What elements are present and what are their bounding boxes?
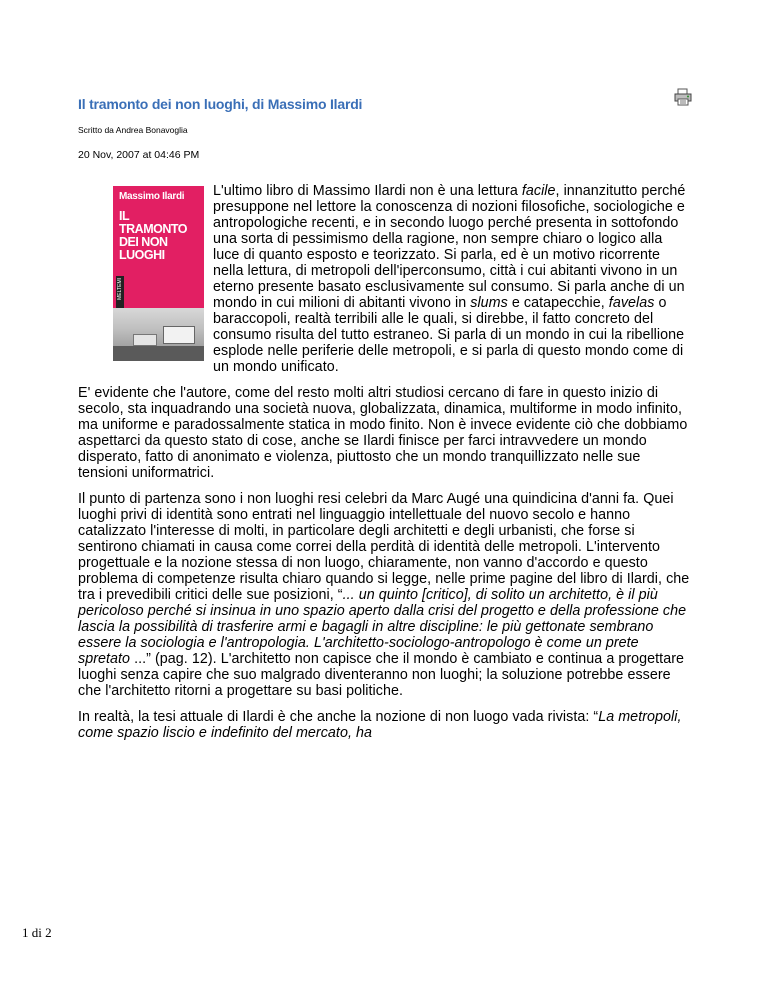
page-number: 1 di 2 (22, 925, 52, 940)
text-run: E' evidente che l'autore, come del resto molti altri studiosi cercano di fare in questo inizio di secolo, sta inquadrando una società nuova, globalizzata, dinamica, multiforme in modo infinito, ma uniforme e paradossalmente statica in modo finito. Non è invece evidente ciò che dobbiamo aspettarci da questo stato di cose, anche se Ilardi finisce per farci intravvedere un mondo disperato, fatto di anonimato e violenza, piuttosto che un mondo tranquillizzato nelle sue tensioni uniformatrici. (78, 385, 688, 481)
book-cover-title-line1: IL TRAMONTO (119, 209, 187, 236)
article-paragraph (78, 491, 690, 699)
book-cover-author: Massimo Ilardi (119, 191, 185, 202)
article-date: 20 Nov, 2007 at 04:46 PM (78, 149, 200, 161)
italic-text: favelas (608, 295, 655, 311)
cover-float-spacer (78, 183, 213, 363)
italic-text: slums (470, 295, 508, 311)
text-run: In realtà, la tesi attuale di Ilardi è che anche la nozione di non luogo vada rivista: “ (78, 709, 599, 725)
text-run: ...” (pag. 12). L'architetto non capisce che il mondo è cambiato e continua a progettare luoghi senza capire che suo malgrado diventeranno non luoghi; la soluzione potrebbe essere che l'architetto ritorni a progettare su basi politiche. (78, 651, 685, 699)
text-run: o baraccopoli, realtà terribili alle le quali, si direbbe, il fatto concreto del consumo risulta del tutto estraneo. Si parla di un mondo in cui la ribellione esplode nelle periferie delle metropoli, e si parla di questo mondo come di un mondo unificato. (213, 295, 685, 375)
text-run: e catapecchie, (507, 295, 609, 311)
text-run: L'ultimo libro di Massimo Ilardi non è una lettura (213, 183, 522, 199)
book-cover-title-line2: DEI NON LUOGHI (119, 235, 168, 262)
italic-text: facile (521, 183, 556, 199)
print-icon[interactable] (674, 88, 692, 106)
article-title[interactable]: Il tramonto dei non luoghi, di Massimo Ilardi (78, 96, 363, 112)
article-byline: Scritto da Andrea Bonavoglia (78, 125, 188, 135)
italic-text: ... un quinto [critico], di solito un architetto, è il più pericoloso perché si insinua in uno spazio aperto dalla crisi del progetto e della professione che lascia la possibilità di trasferire armi e bagagli in altre discipline: le più gettonate sembrano essere la sociologia e l'antropologia. L'architetto-sociologo-antropologo è come un prete spretato (78, 587, 687, 667)
article-paragraph (78, 385, 690, 481)
article-paragraph (78, 709, 690, 741)
article-body (78, 183, 690, 751)
text-run: Il punto di partenza sono i non luoghi resi celebri da Marc Augé una quindicina d'anni fa. Quei luoghi privi di identità sono entrati nel linguaggio intellettuale del nuovo secolo e hanno catalizzato l'interesse di molti, in particolare degli architetti e degli urbanisti, che forse si sentirono chiamati in causa come correi della perdità di identità delle metropoli. L'intervento progettuale e la nozione stessa di non luogo, chiaramente, non vanno d'accordo e questo problema di competenze risulta chiaro quando si legge, nelle prime pagine del libro di Ilardi, che tra i prevedibili critici delle sue posizioni, “ (78, 491, 690, 603)
book-cover-publisher: MELTEMI (117, 278, 123, 300)
italic-text: La metropoli, come spazio liscio e indefinito del mercato, ha (78, 709, 682, 741)
text-run: , innanzitutto perché presuppone nel lettore la conoscenza di nozioni filosofiche, sociologiche e antropologiche recenti, e in secondo luogo perché presenta in sottofondo una sorta di pessimismo della ragione, non sempre chiaro o logico alla luce di quanto esposto e teorizzato. Si parla, ed è un motivo ricorrente nella lettura, di metropoli dell'iperconsumo, città i cui abitanti vivono in un eterno presente basato esclusivamente sul consumo. Si parla anche di un mondo in cui milioni di abitanti vivono in (213, 183, 686, 311)
